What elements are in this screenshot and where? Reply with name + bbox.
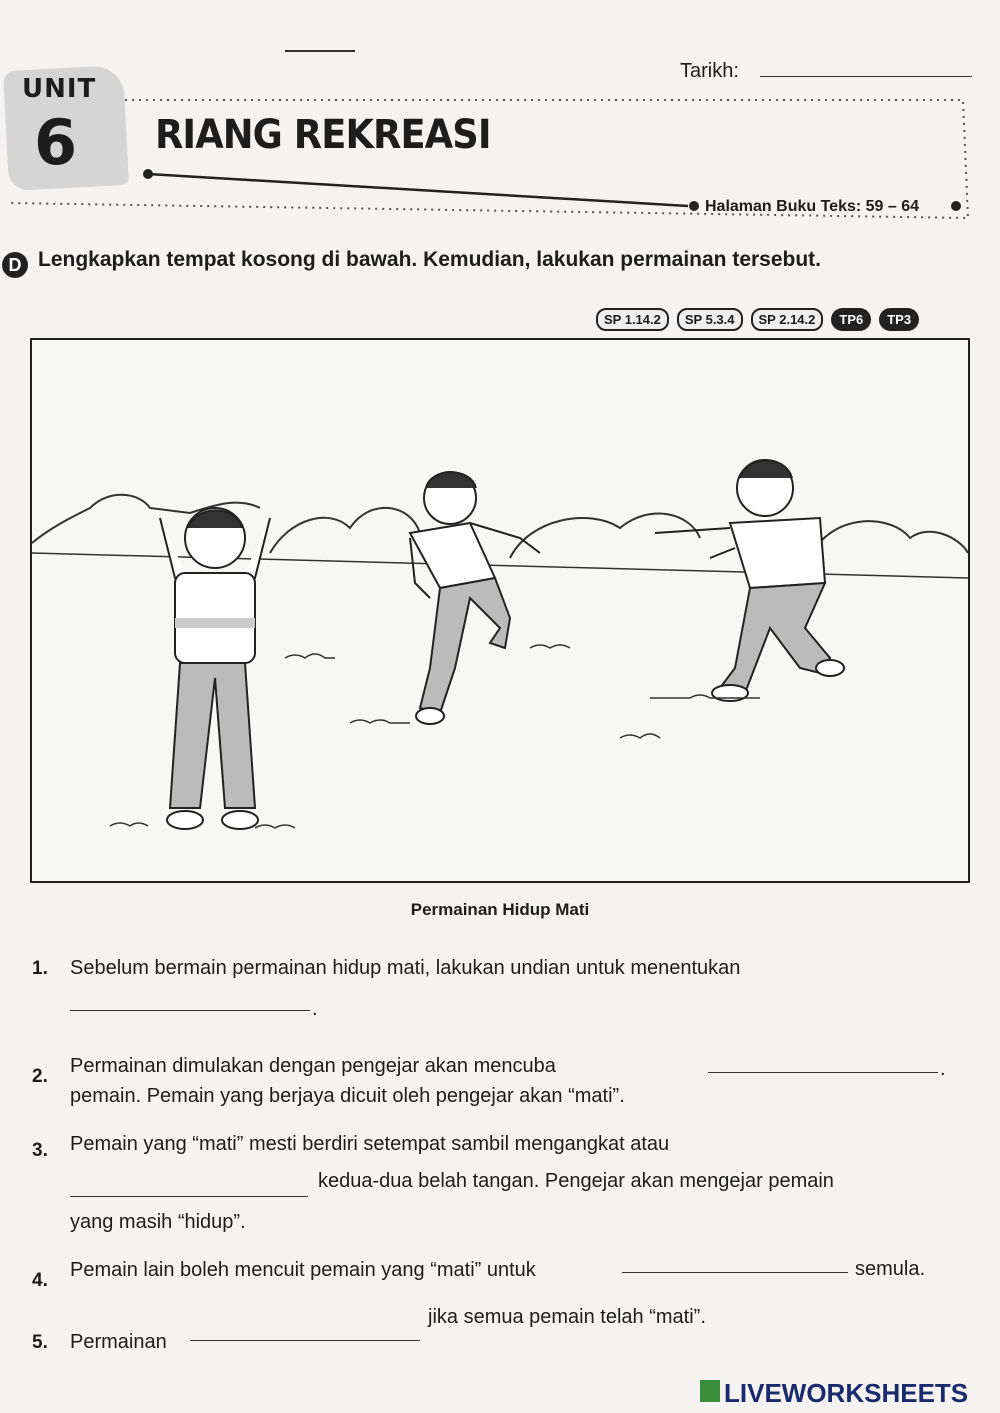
liveworksheets-brand: LIVEWORKSHEETS bbox=[724, 1378, 969, 1408]
section-label: D bbox=[2, 252, 28, 278]
badge-sp-2: SP 5.3.4 bbox=[677, 308, 743, 331]
unit-number: 6 bbox=[34, 106, 78, 179]
question-3-blank[interactable] bbox=[70, 1196, 308, 1197]
question-2-blank[interactable] bbox=[708, 1072, 938, 1073]
question-3-text: Pemain yang “mati” mesti berdiri setempat sambil mengangkat atau bbox=[70, 1133, 670, 1155]
page-title: RIANG REKREASI bbox=[155, 112, 491, 158]
question-5-text: Permainan bbox=[70, 1331, 167, 1353]
question-1-end: . bbox=[312, 998, 318, 1020]
question-1-text: Sebelum bermain permainan hidup mati, lakukan undian untuk menentukan bbox=[70, 957, 741, 979]
question-2-text-cont: pemain. Pemain yang berjaya dicuit oleh pengejar akan “mati”. bbox=[70, 1085, 625, 1107]
textbook-pages: Halaman Buku Teks: 59 – 64 bbox=[705, 198, 920, 215]
badge-tp3: TP3 bbox=[879, 308, 919, 331]
badge-sp-3: SP 2.14.2 bbox=[751, 308, 824, 331]
question-4-blank[interactable] bbox=[622, 1272, 848, 1273]
question-3-text-cont: kedua-dua belah tangan. Pengejar akan mengejar pemain bbox=[318, 1170, 834, 1192]
question-3-text-end: yang masih “hidup”. bbox=[70, 1211, 246, 1233]
date-label: Tarikh: bbox=[680, 60, 739, 82]
question-2-end: . bbox=[940, 1058, 946, 1080]
question-5-number: 5. bbox=[32, 1332, 48, 1353]
section-instruction: Lengkapkan tempat kosong di bawah. Kemudian, lakukan permainan tersebut. bbox=[38, 248, 822, 271]
question-4-text: Pemain lain boleh mencuit pemain yang “mati” untuk bbox=[70, 1259, 536, 1281]
illustration-caption: Permainan Hidup Mati bbox=[410, 900, 590, 919]
question-5-end: jika semua pemain telah “mati”. bbox=[428, 1306, 706, 1328]
liveworksheets-logo-icon bbox=[700, 1380, 720, 1402]
badge-tp6: TP6 bbox=[831, 308, 871, 331]
illustration-children-playing bbox=[30, 338, 970, 883]
standard-badges bbox=[596, 308, 919, 331]
question-2-number: 2. bbox=[32, 1066, 48, 1087]
question-4-end: semula. bbox=[855, 1258, 926, 1280]
badge-sp-1: SP 1.14.2 bbox=[596, 308, 669, 331]
question-4-number: 4. bbox=[32, 1270, 48, 1291]
unit-label: UNIT bbox=[22, 74, 97, 104]
top-rule bbox=[285, 50, 355, 52]
question-1-blank[interactable] bbox=[70, 1010, 310, 1011]
question-5-blank[interactable] bbox=[190, 1340, 420, 1341]
question-2-text: Permainan dimulakan dengan pengejar akan mencuba bbox=[70, 1055, 556, 1077]
question-1-number: 1. bbox=[32, 958, 48, 979]
date-blank[interactable] bbox=[760, 76, 972, 77]
question-3-number: 3. bbox=[32, 1140, 48, 1161]
